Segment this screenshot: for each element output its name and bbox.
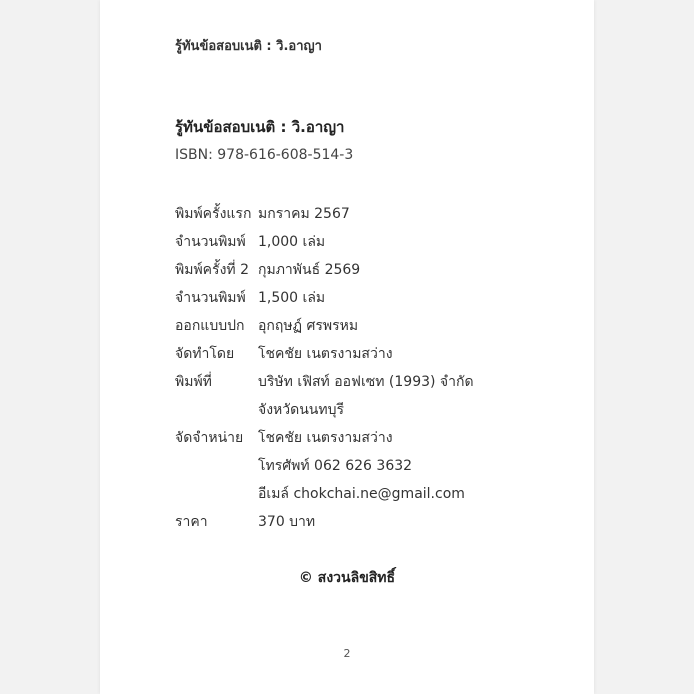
copyright-notice: © สงวนลิขสิทธิ์ [298, 570, 396, 586]
detail-label: จำนวนพิมพ์ [175, 234, 246, 250]
detail-value: 1,000 เล่ม [258, 234, 326, 250]
page-number: 2 [343, 647, 351, 660]
detail-label: พิมพ์ครั้งแรก [175, 206, 252, 222]
detail-label: ราคา [175, 514, 208, 530]
detail-value: บริษัท เฟิสท์ ออฟเซท (1993) จำกัด [258, 374, 474, 390]
detail-label: พิมพ์ครั้งที่ 2 [175, 262, 249, 278]
detail-value: 1,500 เล่ม [258, 290, 326, 306]
detail-value: โทรศัพท์ 062 626 3632 [258, 458, 413, 474]
detail-value: จังหวัดนนทบุรี [258, 402, 344, 418]
detail-value: อีเมล์ chokchai.ne@gmail.com [258, 486, 465, 502]
detail-value: กุมภาพันธ์ 2569 [258, 262, 361, 278]
detail-value: โชคชัย เนตรงามสว่าง [258, 430, 393, 446]
book-title: รู้ทันข้อสอบเนติ : วิ.อาญา [175, 118, 345, 136]
detail-value: มกราคม 2567 [258, 206, 350, 222]
detail-label: ออกแบบปก [175, 318, 245, 334]
detail-label: จัดทำโดย [175, 346, 235, 362]
book-page [100, 0, 594, 694]
running-header: รู้ทันข้อสอบเนติ : วิ.อาญา [175, 39, 322, 54]
detail-value: 370 บาท [258, 514, 316, 530]
detail-value: อุกฤษฏ์ ศรพรหม [258, 318, 359, 334]
detail-value: โชคชัย เนตรงามสว่าง [258, 346, 393, 362]
detail-label: พิมพ์ที่ [175, 374, 212, 390]
detail-label: จำนวนพิมพ์ [175, 290, 246, 306]
isbn: ISBN: 978-616-608-514-3 [175, 147, 354, 163]
detail-label: จัดจำหน่าย [175, 430, 244, 446]
